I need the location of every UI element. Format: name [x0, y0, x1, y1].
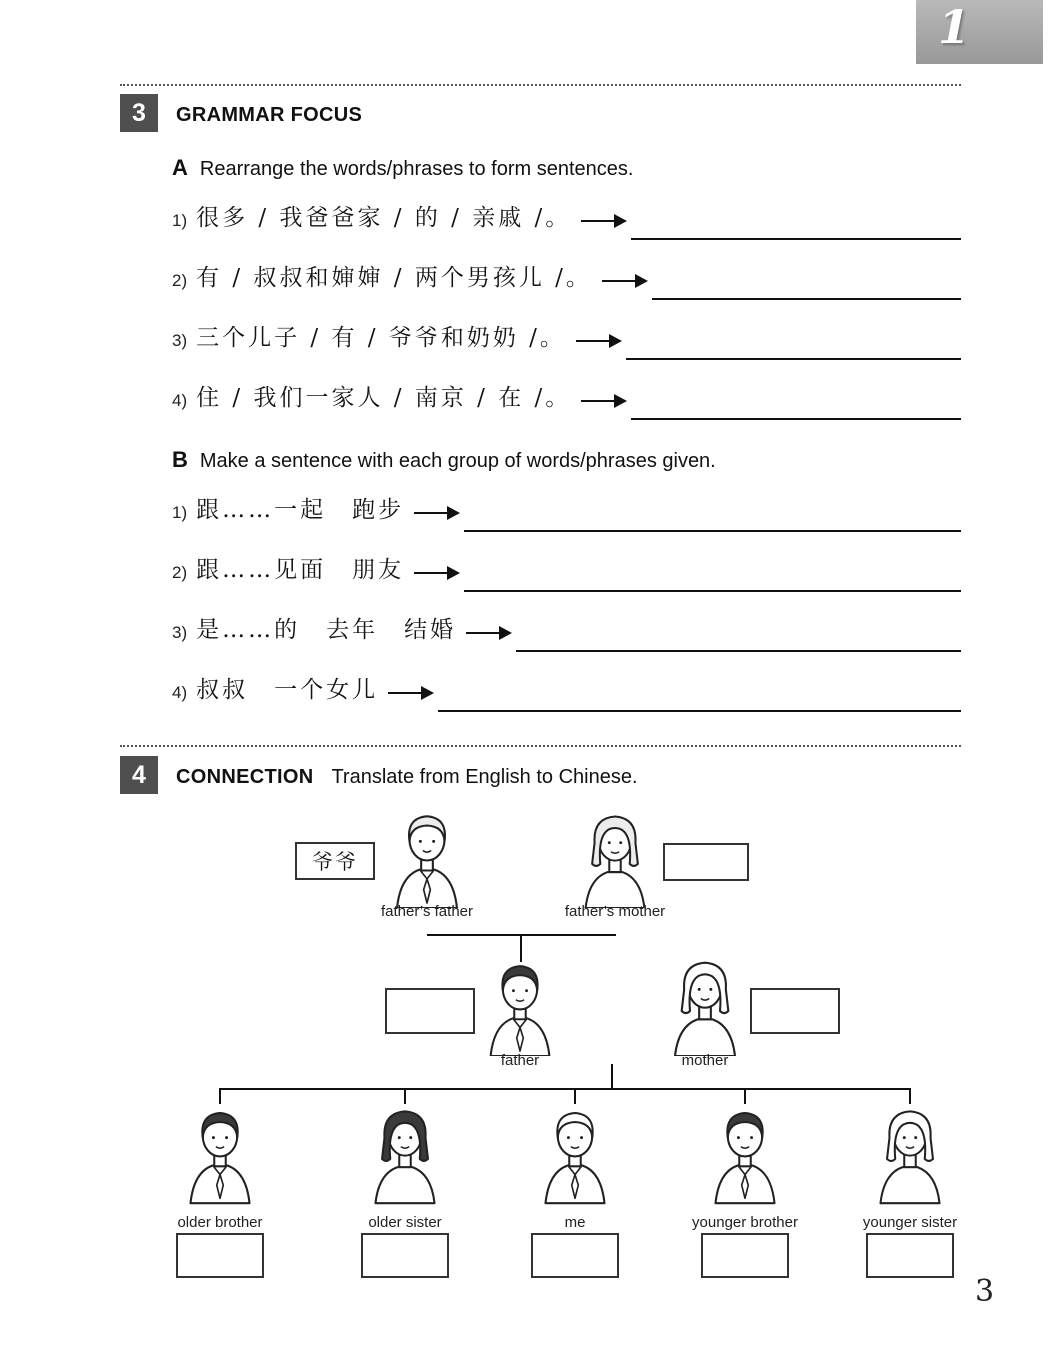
item-phrases: 三个儿子 / 有 / 爷爷和奶奶 /。: [196, 325, 566, 351]
arrow-icon: [576, 340, 610, 343]
older-sister-illustration: [364, 1102, 446, 1206]
answer-box-grandfather[interactable]: 爷爷: [295, 842, 375, 880]
section3-badge: 3: [120, 94, 158, 132]
answer-box-mother[interactable]: [750, 988, 840, 1034]
younger-brother-illustration: [704, 1102, 786, 1206]
connector-line: [611, 1064, 613, 1090]
younger-sister-illustration: [869, 1102, 951, 1206]
item-number: 1): [172, 503, 188, 522]
answer-line[interactable]: [438, 678, 961, 712]
answer-box-younger-sister[interactable]: [866, 1233, 954, 1278]
item-phrases: 是……的 去年 结婚: [196, 617, 457, 643]
relation-label-younger-sister: younger sister: [862, 1214, 958, 1231]
father-illustration: [478, 958, 562, 1056]
item-phrases: 跟……见面 朋友: [196, 557, 405, 583]
item-phrases: 叔叔 一个女儿: [196, 677, 379, 703]
partB-header: [172, 447, 716, 473]
section3-title: GRAMMAR FOCUS: [176, 104, 363, 126]
arrow-icon: [414, 512, 448, 515]
item-number: 2): [172, 563, 188, 582]
exercise-row: [172, 200, 961, 236]
answer-box-father[interactable]: [385, 988, 475, 1034]
section-divider: [120, 84, 961, 86]
item-phrases: 很多 / 我爸爸家 / 的 / 亲戚 /。: [196, 205, 572, 231]
answer-box-younger-brother[interactable]: [701, 1233, 789, 1278]
answer-line[interactable]: [631, 386, 961, 420]
partB-instruction: Make a sentence with each group of words/phrases given.: [199, 450, 716, 472]
partA-letter: A: [172, 155, 188, 180]
answer-line[interactable]: [652, 266, 961, 300]
unit-number: 1: [938, 0, 971, 54]
relation-label-younger-brother: younger brother: [692, 1214, 798, 1231]
arrow-icon: [602, 280, 636, 283]
item-number: 3): [172, 331, 188, 350]
grandmother-illustration: [572, 810, 658, 908]
relation-label-mother: mother: [681, 1052, 729, 1069]
unit-tab: [916, 0, 1043, 64]
relation-label-older-brother: older brother: [177, 1214, 263, 1231]
arrow-icon: [581, 220, 615, 223]
answer-box-older-sister[interactable]: [361, 1233, 449, 1278]
section4-title: CONNECTION: [176, 766, 314, 788]
item-phrases: 住 / 我们一家人 / 南京 / 在 /。: [196, 385, 572, 411]
answer-line[interactable]: [516, 618, 961, 652]
section-divider: [120, 745, 961, 747]
grandfather-illustration: [384, 808, 470, 908]
item-phrases: 跟……一起 跑步: [196, 497, 405, 523]
arrow-icon: [466, 632, 500, 635]
exercise-row: [172, 380, 961, 416]
exercise-row: [172, 492, 961, 528]
answer-line[interactable]: [631, 206, 961, 240]
relation-label-grandmother: father’s mother: [564, 903, 666, 920]
answer-line[interactable]: [464, 498, 961, 532]
partA-instruction: Rearrange the words/phrases to form sentences.: [199, 158, 634, 180]
section4-instruction: Translate from English to Chinese.: [331, 766, 638, 788]
mother-illustration: [663, 956, 747, 1056]
section4-badge: 4: [120, 756, 158, 794]
exercise-row: [172, 260, 961, 296]
relation-label-me: me: [564, 1214, 586, 1231]
older-brother-illustration: [179, 1102, 261, 1206]
item-phrases: 有 / 叔叔和婶婶 / 两个男孩儿 /。: [196, 265, 592, 291]
answer-box-me[interactable]: [531, 1233, 619, 1278]
answer-box-older-brother[interactable]: [176, 1233, 264, 1278]
arrow-icon: [414, 572, 448, 575]
item-number: 3): [172, 623, 188, 642]
exercise-row: [172, 672, 961, 708]
connector-line: [219, 1088, 911, 1090]
exercise-row: [172, 320, 961, 356]
exercise-row: [172, 552, 961, 588]
me-illustration: [534, 1102, 616, 1206]
relation-label-older-sister: older sister: [368, 1214, 442, 1231]
partB-letter: B: [172, 447, 188, 472]
item-number: 4): [172, 683, 188, 702]
section4-header: [176, 766, 638, 789]
item-number: 2): [172, 271, 188, 290]
arrow-icon: [388, 692, 422, 695]
exercise-row: [172, 612, 961, 648]
answer-box-grandmother[interactable]: [663, 843, 749, 881]
answer-line[interactable]: [464, 558, 961, 592]
item-number: 1): [172, 211, 188, 230]
page-number: 3: [975, 1274, 995, 1309]
answer-line[interactable]: [626, 326, 961, 360]
item-number: 4): [172, 391, 188, 410]
relation-label-grandfather: father’s father: [381, 903, 473, 920]
relation-label-father: father: [500, 1052, 540, 1069]
arrow-icon: [581, 400, 615, 403]
partA-header: [172, 155, 633, 181]
